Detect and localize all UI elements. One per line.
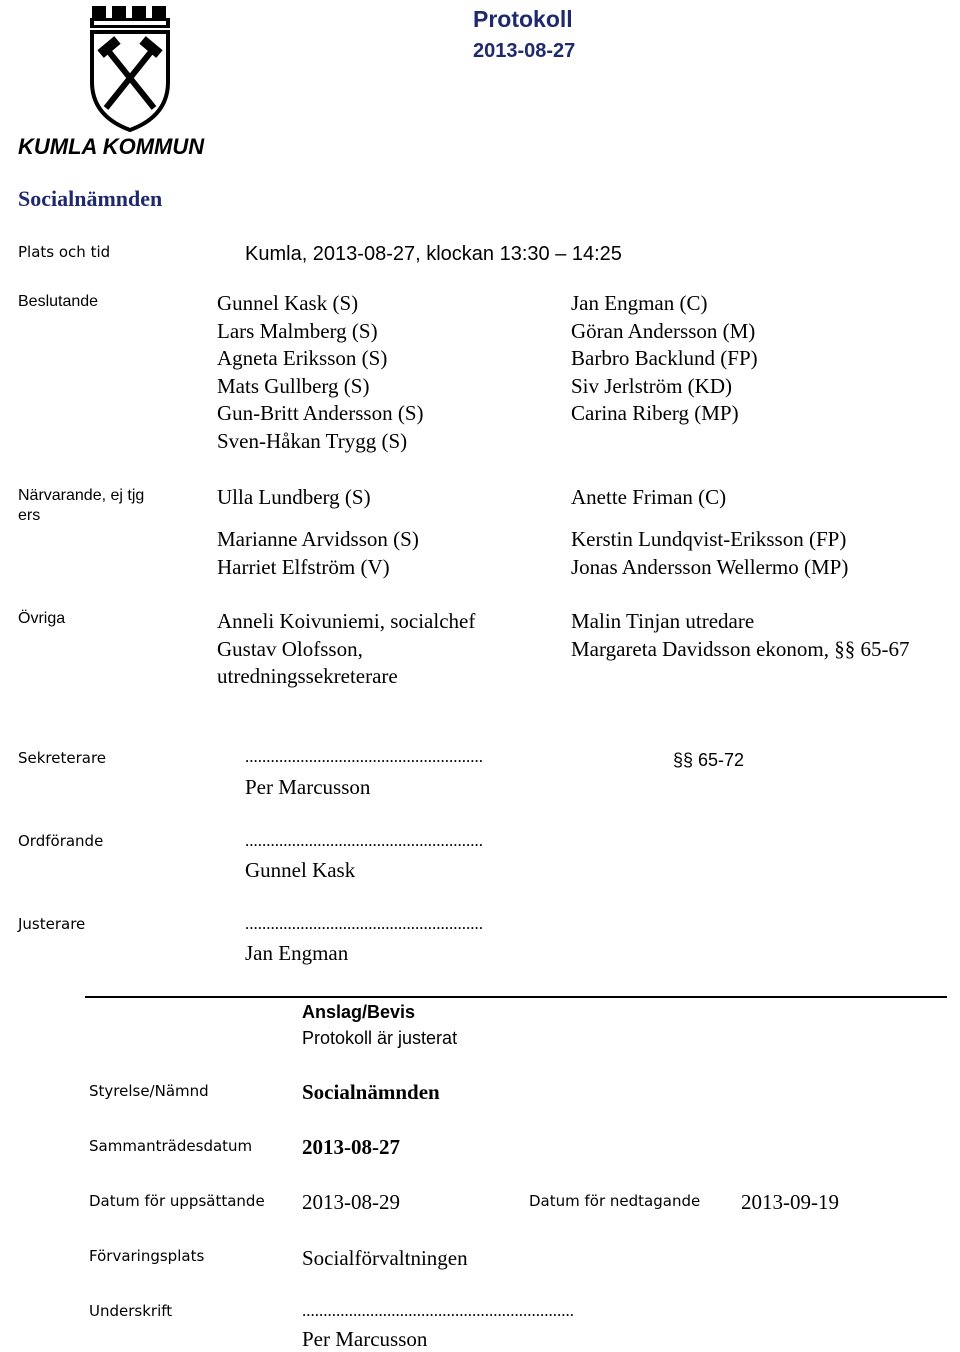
- list-item: Carina Riberg (MP): [571, 401, 739, 425]
- ovriga-left-list: [217, 608, 475, 691]
- list-item: Siv Jerlström (KD): [571, 373, 732, 398]
- list-item: Jan Engman (C): [571, 291, 708, 315]
- list-item: Harriet Elfström (V): [217, 554, 390, 579]
- list-item: Kerstin Lundqvist-Eriksson (FP): [571, 527, 847, 551]
- underskrift-name: Per Marcusson: [302, 1327, 428, 1351]
- coat-of-arms-icon: [90, 6, 170, 130]
- board-title: Socialnämnden: [18, 186, 163, 211]
- list-item: Agneta Eriksson (S): [217, 346, 388, 370]
- list-item: Mats Gullberg (S): [217, 373, 370, 398]
- list-item: Göran Andersson (M): [571, 318, 756, 343]
- document-title: Protokoll: [473, 6, 573, 32]
- styrelse-label: Styrelse/Nämnd: [89, 1082, 209, 1100]
- beslutande-label: Beslutande: [18, 293, 99, 310]
- list-item: Sven-Håkan Trygg (S): [217, 428, 408, 453]
- beslutande-left-list: [217, 290, 424, 455]
- uppsattande-value: 2013-08-29: [302, 1190, 400, 1214]
- ordforande-signature-line: ........................................................: [245, 831, 483, 850]
- forvaringsplats-label: Förvaringsplats: [89, 1247, 205, 1265]
- sekreterare-label: Sekreterare: [18, 749, 107, 767]
- uppsattande-label: Datum för uppsättande: [89, 1192, 265, 1210]
- list-item: Malin Tinjan utredare: [571, 609, 755, 633]
- underskrift-label: Underskrift: [89, 1302, 173, 1320]
- place-label: Plats och tid: [18, 243, 111, 261]
- list-item: Lars Malmberg (S): [217, 318, 378, 343]
- narvarande-right-first: Anette Friman (C): [571, 485, 727, 509]
- justerare-name: Jan Engman: [245, 941, 349, 965]
- nedtagande-label: Datum för nedtagande: [529, 1192, 701, 1210]
- list-item: Anneli Koivuniemi, socialchef: [217, 609, 476, 633]
- narvarande-left-first: Ulla Lundberg (S): [217, 485, 371, 509]
- document-date: 2013-08-27: [473, 40, 576, 62]
- sekreterare-signature-line: ........................................................: [245, 747, 483, 766]
- list-item: Marianne Arvidsson (S): [217, 527, 419, 551]
- ovriga-label: Övriga: [18, 610, 66, 627]
- ordforande-label: Ordförande: [18, 832, 104, 850]
- list-item: Jonas Andersson Wellermo (MP): [571, 554, 849, 579]
- justerare-signature-line: ........................................................: [245, 914, 483, 933]
- list-item: Margareta Davidsson ekonom, §§ 65-67: [571, 636, 910, 661]
- beslutande-right-list: [571, 290, 758, 428]
- nedtagande-value: 2013-09-19: [741, 1190, 839, 1214]
- narvarande-left-list: [217, 526, 419, 581]
- kumla-kommun-logo: [18, 4, 242, 160]
- sammantradesdatum-label: Sammanträdesdatum: [89, 1137, 253, 1155]
- list-item: Barbro Backlund (FP): [571, 346, 758, 370]
- section-divider: [85, 996, 947, 998]
- paragraph-range: §§ 65-72: [673, 750, 745, 770]
- anslag-subtitle: Protokoll är justerat: [302, 1028, 458, 1048]
- ovriga-right-list: [571, 608, 909, 663]
- sammantradesdatum-value: 2013-08-27: [302, 1135, 400, 1159]
- list-item: Gunnel Kask (S): [217, 291, 359, 315]
- ordforande-name: Gunnel Kask: [245, 858, 356, 882]
- list-item: Gun-Britt Andersson (S): [217, 401, 424, 425]
- justerare-label: Justerare: [18, 915, 86, 933]
- sekreterare-name: Per Marcusson: [245, 775, 371, 799]
- logo-text: KUMLA KOMMUN: [18, 134, 205, 159]
- styrelse-value: Socialnämnden: [302, 1080, 440, 1104]
- list-item: utredningssekreterare: [217, 664, 398, 688]
- narvarande-label-cont: ers: [18, 507, 41, 524]
- narvarande-right-list: [571, 526, 848, 581]
- anslag-title: Anslag/Bevis: [302, 1002, 416, 1022]
- narvarande-label: Närvarande, ej tjg: [18, 487, 145, 504]
- place-value: Kumla, 2013-08-27, klockan 13:30 – 14:25: [245, 243, 622, 265]
- forvaringsplats-value: Socialförvaltningen: [302, 1246, 468, 1270]
- list-item: Gustav Olofsson,: [217, 636, 363, 661]
- underskrift-signature-line: ................................................................: [302, 1301, 574, 1320]
